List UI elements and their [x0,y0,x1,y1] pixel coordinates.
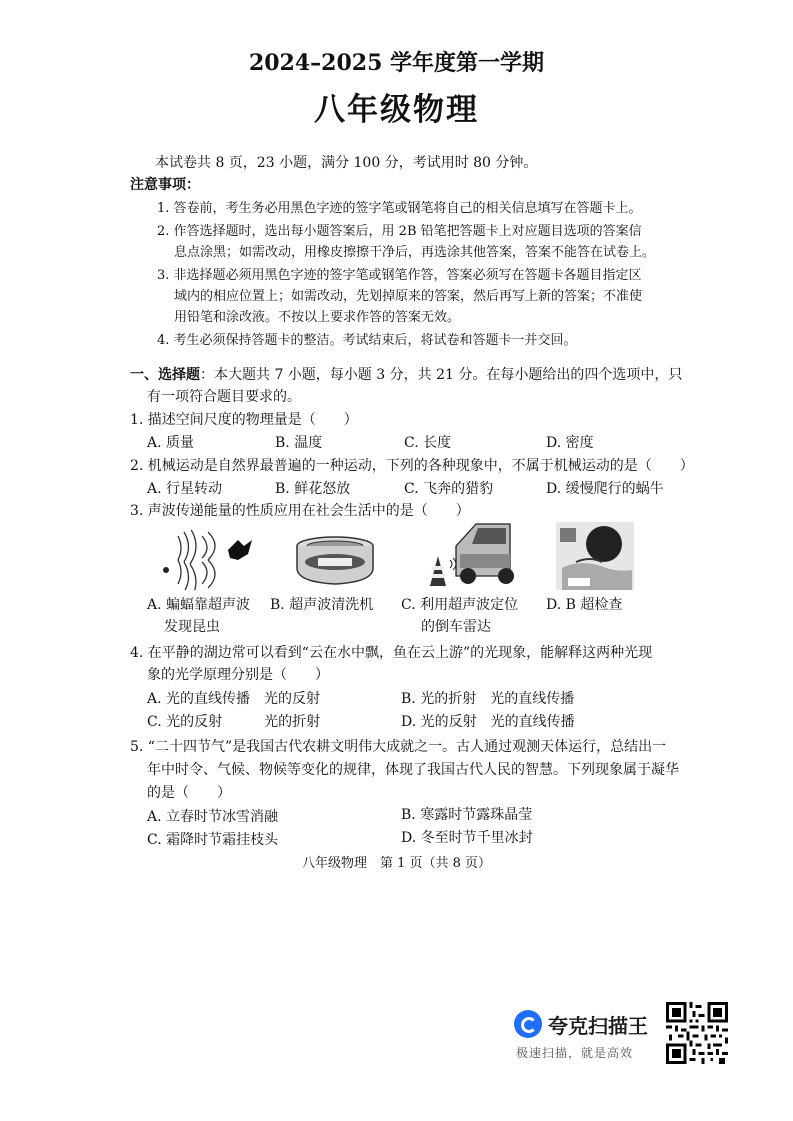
q1-stem: 1. 描述空间尺度的物理量是（ ） [130,412,358,428]
q1-option-c: C. 长度 [404,435,452,451]
notice-item-2-cont: 息点涂黑；如需改动，用橡皮擦擦干净后，再选涂其他答案，答案不能答在试卷上。 [174,245,656,260]
q3-option-a: A. 蝙蝠靠超声波 [147,597,251,613]
watermark-brand: 夸克扫描王 [548,1014,648,1038]
q2-option-b: B. 鲜花怒放 [275,481,351,497]
watermark-slogan: 极速扫描，就是高效 [516,1046,634,1060]
exam-intro: 本试卷共 8 页，23 小题，满分 100 分，考试用时 80 分钟。 [155,155,538,171]
q1-option-d: D. 密度 [546,435,594,451]
q5-option-b: B. 寒露时节露珠晶莹 [401,807,533,823]
q4-option-d: D. 光的反射 光的直线传播 [401,714,575,730]
exam-term: 2024–2025 学年度第一学期 [248,50,545,76]
section-desc-cont: 有一项符合题目要求的。 [147,389,301,405]
q1-option-a: A. 质量 [147,435,195,451]
q4-option-a: A. 光的直线传播 光的反射 [147,691,321,707]
ultrasonic-cleaner-figure [292,530,378,590]
section-desc: ：本大题共 7 小题，每小题 3 分，共 21 分。在每小题给出的四个选项中，只 [200,367,683,383]
q2-option-c: C. 飞奔的猎豹 [404,481,494,497]
q4-option-c: C. 光的反射 光的折射 [147,714,321,730]
exam-subject-title: 八年级物理 [314,92,479,128]
notice-item-3-cont: 域内的相应位置上；如需改动，先划掉原来的答案，然后再写上新的答案；不准使 [174,289,643,304]
q3-option-b: B. 超声波清洗机 [270,597,374,613]
q3-option-d: D. B 超检查 [546,597,623,613]
notice-item-1: 1. 答卷前，考生务必用黑色字迹的签字笔或钢笔将自己的相关信息填写在答题卡上。 [157,201,642,216]
q3-option-c: C. 利用超声波定位 [401,597,519,613]
notice-item-3: 3. 非选择题必须用黑色字迹的签字笔或钢笔作答，答案必须写在答题卡各题目指定区 [157,268,642,283]
quark-logo-icon [514,1010,542,1038]
q2-stem: 2. 机械运动是自然界最普遍的一种运动，下列的各种现象中，不属于机械运动的是（ ） [130,458,694,474]
section-heading [130,364,682,384]
notice-title: 注意事项： [130,177,200,193]
bat-ultrasound-figure [160,530,260,590]
b-ultrasound-figure [556,522,634,590]
reversing-radar-figure [420,516,516,590]
q1-option-b: B. 温度 [275,435,323,451]
notice-item-4: 4. 考生必须保持答题卡的整洁。考试结束后，将试卷和答题卡一并交回。 [157,333,577,348]
notice-item-3-cont2: 用铅笔和涂改液。不按以上要求作答的答案无效。 [174,310,461,325]
q4-option-b: B. 光的折射 光的直线传播 [401,691,575,707]
q3-option-a-cont: 发现昆虫 [164,619,220,635]
q3-option-c-cont: 的倒车雷达 [421,619,491,635]
q5-option-a: A. 立春时节冰雪消融 [147,809,279,825]
section-label: 一、选择题 [130,367,200,383]
q4-stem-cont: 象的光学原理分别是（ ） [147,667,329,683]
notice-item-2: 2. 作答选择题时，选出每小题答案后，用 2B 铅笔把答题卡上对应题目选项的答案信 [157,224,642,239]
q4-stem: 4. 在平静的湖边常可以看到“云在水中飘，鱼在云上游”的光现象，能解释这两种光现 [130,645,653,661]
scanner-watermark [514,1006,664,1062]
q5-option-d: D. 冬至时节千里冰封 [401,830,533,846]
q3-stem: 3. 声波传递能量的性质应用在社会生活中的是（ ） [130,503,470,519]
q5-stem-cont: 年中时令、气候、物候等变化的规律，体现了我国古代人民的智慧。下列现象属于凝华 [147,762,679,778]
page-footer: 八年级物理 第 1 页（共 8 页） [301,856,492,871]
q2-option-d: D. 缓慢爬行的蜗牛 [546,481,664,497]
q5-stem: 5. “二十四节气”是我国古代农耕文明伟大成就之一。古人通过观测天体运行，总结出一 [130,739,667,755]
q2-option-a: A. 行星转动 [147,481,223,497]
q5-stem-cont2: 的是（ ） [147,785,231,801]
q5-option-c: C. 霜降时节霜挂枝头 [147,832,279,848]
qr-code-icon [666,1002,728,1064]
